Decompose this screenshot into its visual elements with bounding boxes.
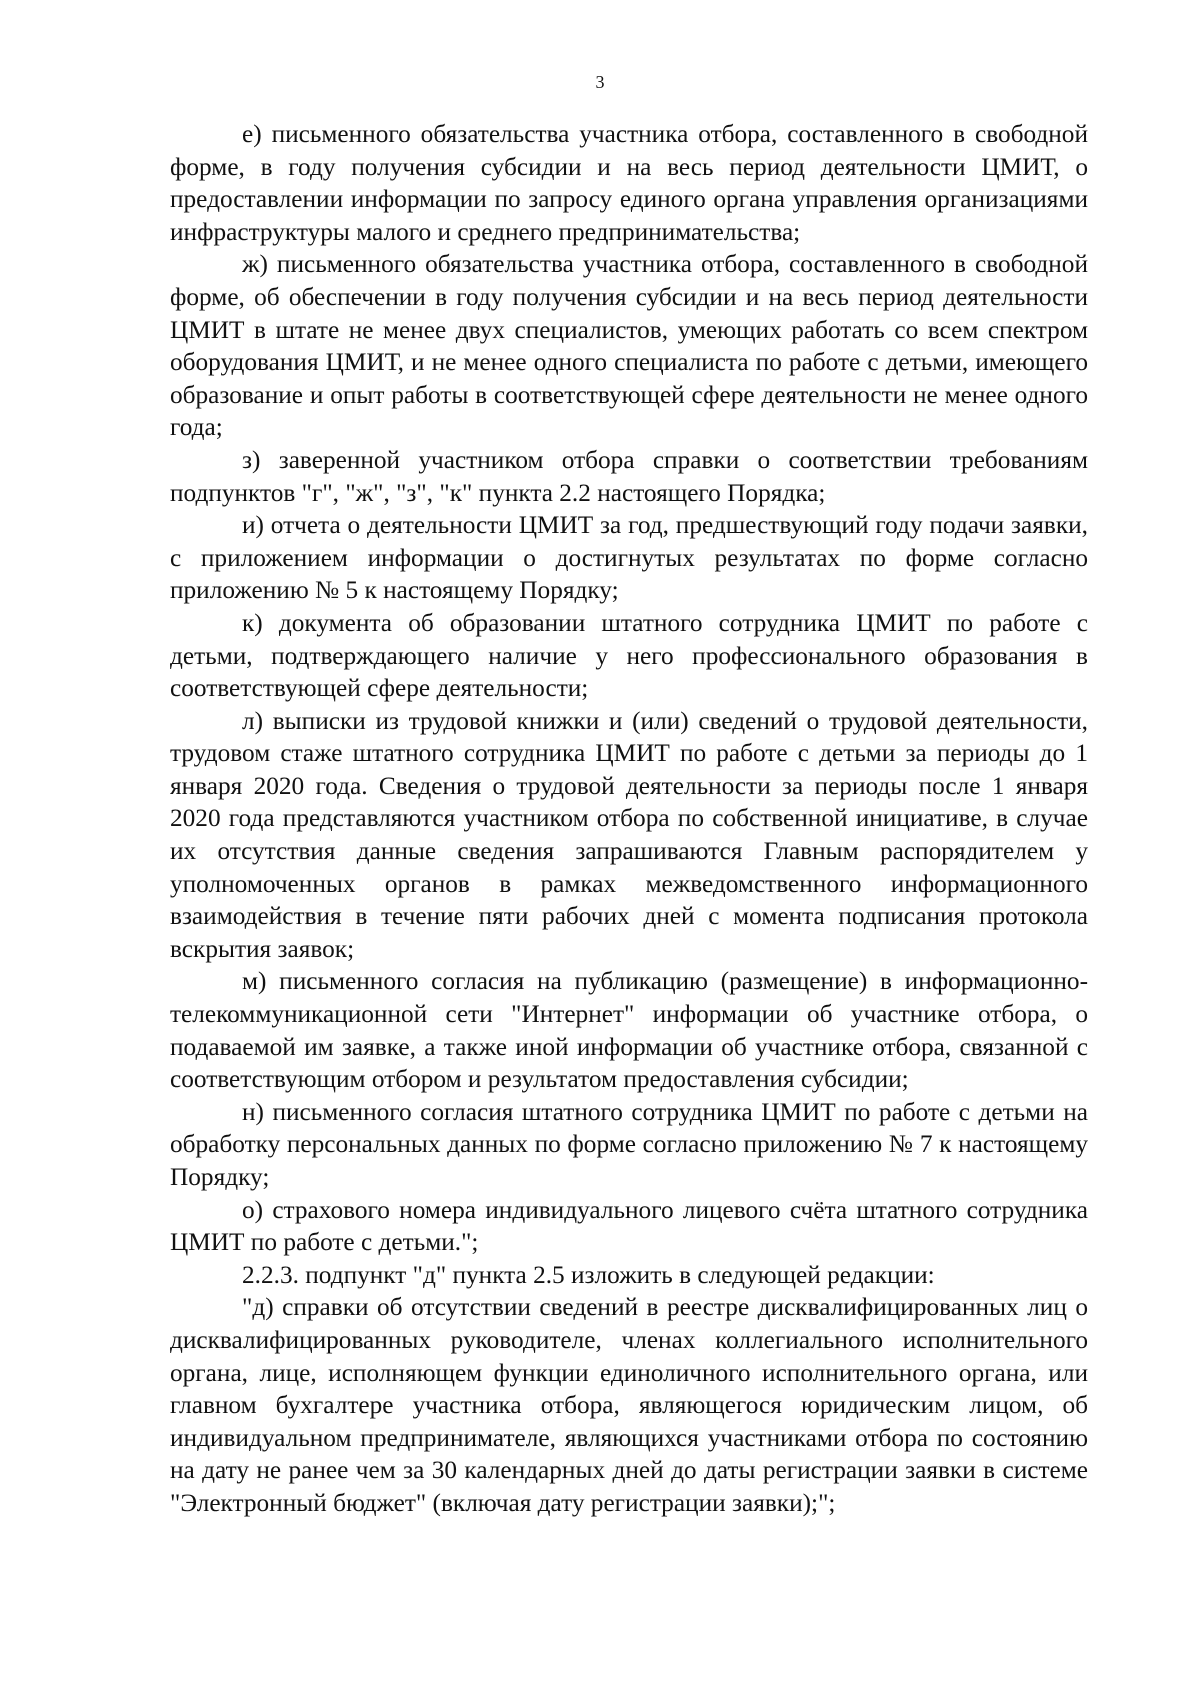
paragraph-o: о) страхового номера индивидуального лицевого счёта штатного сотрудника ЦМИТ по работе с детьми."; — [170, 1195, 1088, 1257]
paragraph-z: з) заверенной участником отбора справки о соответствии требованиям подпунктов "г", "ж", "з", "к" пункта 2.2 настоящего Порядка; — [170, 445, 1088, 507]
paragraph-i: и) отчета о деятельности ЦМИТ за год, предшествующий году подачи заявки, с приложением информации о достигнутых результатах по форме согласно приложению № 5 к настоящему Порядку; — [170, 511, 1088, 605]
paragraph-2-2-3: 2.2.3. подпункт "д" пункта 2.5 изложить в следующей редакции: — [242, 1260, 935, 1289]
paragraph-d-quote: "д) справки об отсутствии сведений в реестре дисквалифицированных лиц о дисквалифицированных руководителе, членах коллегиального исполнительного органа, лице, исполняющем функции единоличного исполнительного органа, или главном бухгалтере участника отбора, являющегося юридическим лицом, об индивидуальном предпринимателе, являющихся участниками отбора по состоянию на дату не ранее чем за 30 календарных дней до даты регистрации заявки в системе "Электронный бюджет" (включая дату регистрации заявки);"; — [170, 1293, 1088, 1517]
document-body — [170, 118, 1088, 1520]
paragraph-k: к) документа об образовании штатного сотрудника ЦМИТ по работе с детьми, подтверждающего наличие у него профессионального образования в соответствующей сфере деятельности; — [170, 608, 1088, 703]
page-number: 3 — [595, 72, 605, 92]
paragraph-l: л) выписки из трудовой книжки и (или) сведений о трудовой деятельности, трудовом стаже штатного сотрудника ЦМИТ по работе с детьми за периоды до 1 января 2020 года. Сведения о трудовой деятельности за периоды после 1 января 2020 года представляются участником отбора по собственной инициативе, в случае их отсутствия данные сведения запрашиваются Главным распорядителем у уполномоченных органов в рамках межведомственного информационного взаимодействия в течение пяти рабочих дней с момента подписания протокола вскрытия заявок; — [170, 706, 1088, 963]
paragraph-n: н) письменного согласия штатного сотрудника ЦМИТ по работе с детьми на обработку персональных данных по форме согласно приложению № 7 к настоящему Порядку; — [170, 1097, 1088, 1191]
paragraph-m: м) письменного согласия на публикацию (размещение) в информационно-телекоммуникационной сети "Интернет" информации об участнике отбора, о подаваемой им заявке, а также иной информации об участнике отбора, связанной с соответствующим отбором и результатом предоставления субсидии; — [170, 967, 1088, 1094]
paragraph-zh: ж) письменного обязательства участника отбора, составленного в свободной форме, об обеспечении в году получения субсидии и на весь период деятельности ЦМИТ в штате не менее двух специалистов, умеющих работать со всем спектром оборудования ЦМИТ, и не менее одного специалиста по работе с детьми, имеющего образование и опыт работы в соответствующей сфере деятельности не менее одного года; — [170, 250, 1088, 442]
paragraph-e: е) письменного обязательства участника отбора, составленного в свободной форме, в году получения субсидии и на весь период деятельности ЦМИТ, о предоставлении информации по запросу единого органа управления организациями инфраструктуры малого и среднего предпринимательства; — [170, 120, 1088, 246]
